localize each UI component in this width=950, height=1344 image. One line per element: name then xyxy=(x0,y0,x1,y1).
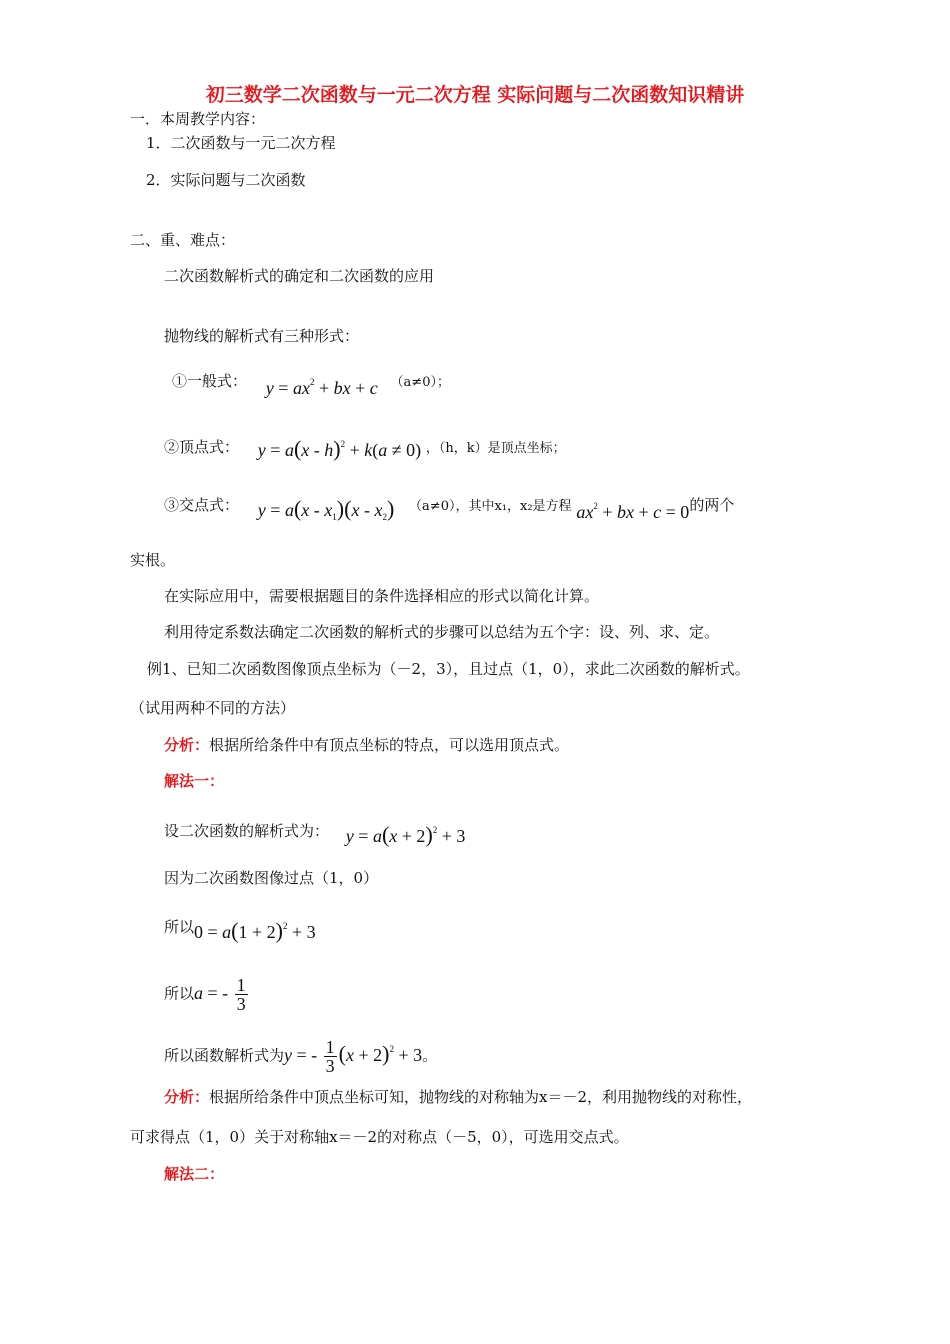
form3-tail: 的两个 xyxy=(689,496,735,514)
form2-label: ②顶点式： xyxy=(164,438,240,456)
section2-heading: 二、重、难点： xyxy=(130,231,236,249)
example1-question: 例1、已知二次函数图像顶点坐标为（－2，3），且过点（1，0），求此二次函数的解析式。 xyxy=(147,660,750,678)
form1-row xyxy=(172,364,450,398)
document-title: 初三数学二次函数与一元二次方程 实际问题与二次函数知识精讲 xyxy=(205,84,745,106)
step4-text: 所以 xyxy=(164,984,195,1003)
practice-note: 在实际应用中，需要根据题目的条件选择相应的形式以简化计算。 xyxy=(164,587,600,605)
form3-continuation: 实根。 xyxy=(130,551,176,569)
analysis2-label: 分析： xyxy=(164,1088,210,1106)
step5-row xyxy=(164,1038,437,1075)
step1-row xyxy=(164,814,466,847)
analysis2-row xyxy=(164,1087,752,1107)
form3-row xyxy=(164,488,734,521)
step2-text: 因为二次函数图像过点（1，0） xyxy=(164,869,379,887)
key-point: 二次函数解析式的确定和二次函数的应用 xyxy=(164,267,435,285)
analysis1-row xyxy=(164,735,569,755)
step1-formula: $y = a(x + 2)^2 + 3$ xyxy=(345,822,466,847)
solution1-label: 解法一： xyxy=(164,772,225,790)
form1-label: ①一般式： xyxy=(172,372,248,390)
step3-row xyxy=(164,910,316,943)
analysis1-label: 分析： xyxy=(164,736,210,754)
steps-note: 利用待定系数法确定二次函数的解析式的步骤可以总结为五个字：设、列、求、定。 xyxy=(164,623,720,641)
analysis1-text: 根据所给条件中有顶点坐标的特点，可以选用顶点式。 xyxy=(209,736,570,754)
form1-formula: $y = ax^2$ + bx + c xyxy=(265,377,378,398)
analysis2-text: 根据所给条件中顶点坐标可知，抛物线的对称轴为x＝－2，利用抛物线的对称性， xyxy=(209,1088,753,1106)
form2-formula: y = a(x - h)$^2$ + k(a ≠ 0) xyxy=(257,436,422,461)
section1-heading: 一．本周教学内容： xyxy=(130,110,266,128)
section1-item-1: 1．二次函数与一元二次方程 xyxy=(146,134,336,152)
form3-equation: $ax^2$ + bx + c = 0 xyxy=(576,501,690,522)
section1-item-2: 2．实际问题与二次函数 xyxy=(146,171,306,189)
form2-note: ，（h，k）是顶点坐标； xyxy=(425,441,566,456)
step4-formula: a = - $\frac{1}{3}$ xyxy=(194,975,246,1014)
step5-end: 。 xyxy=(422,1046,438,1065)
solution2-label: 解法二： xyxy=(164,1165,225,1183)
form2-row xyxy=(164,430,566,459)
form3-note: （a≠0），其中x₁，x₂是方程 xyxy=(409,499,572,514)
form1-note: （a≠0）； xyxy=(390,375,450,390)
step5-formula: y = - $\frac{1}{3}$ $(x + 2)^2 + 3$ xyxy=(284,1037,423,1076)
step1-text: 设二次函数的解析式为： xyxy=(164,822,330,840)
step3-formula: $0 = a(1 + 2)^2 + 3$ xyxy=(194,918,316,943)
analysis2-continuation: 可求得点（1，0）关于对称轴x＝－2的对称点（－5，0），可选用交点式。 xyxy=(130,1128,629,1146)
step4-row xyxy=(164,976,250,1013)
forms-intro: 抛物线的解析式有三种形式： xyxy=(164,327,360,345)
step5-text: 所以函数解析式为 xyxy=(164,1046,285,1065)
step3-text: 所以 xyxy=(164,918,195,936)
form3-label: ③交点式： xyxy=(164,496,240,514)
form3-formula: $y = a(x - x_1)(x - x_2)$ xyxy=(257,496,395,522)
example1-question-cont: （试用两种不同的方法） xyxy=(130,699,296,717)
